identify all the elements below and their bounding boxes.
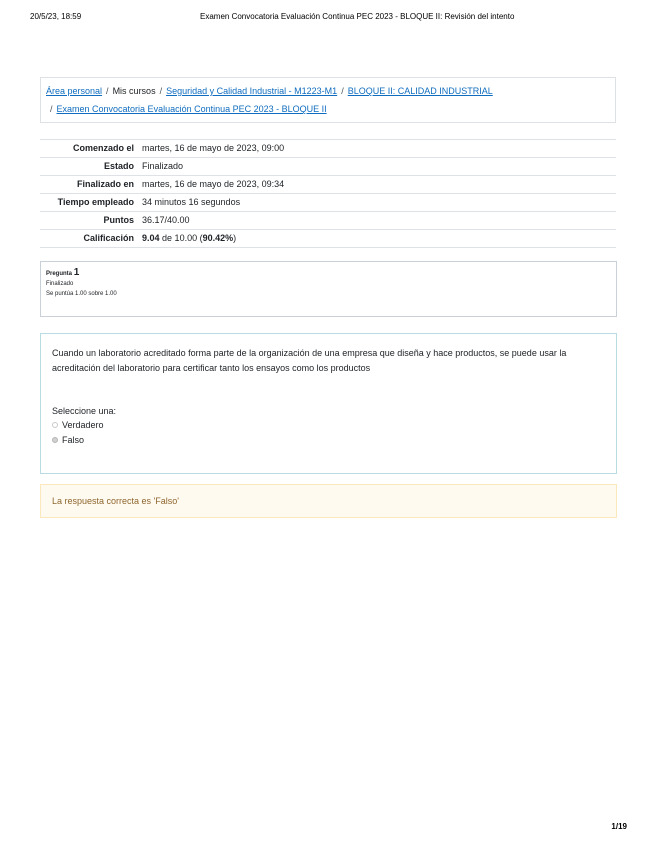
breadcrumb-separator: /	[159, 86, 163, 96]
question-label: Pregunta	[46, 271, 73, 277]
summary-value: 36.17/40.00	[138, 212, 616, 230]
page-number: 1/19	[611, 822, 627, 831]
answer-prompt: Seleccione una:	[52, 406, 117, 416]
grade-score: 9.04	[142, 233, 160, 243]
summary-label: Puntos	[40, 212, 138, 230]
answer-option-verdadero[interactable]	[52, 420, 605, 430]
question-grade: Se puntúa 1.00 sobre 1.00	[46, 291, 117, 297]
print-header	[30, 12, 625, 26]
answer-option-label: Falso	[62, 435, 85, 445]
summary-label: Finalizado en	[40, 176, 138, 194]
attempt-summary-table	[40, 139, 616, 248]
breadcrumb-quiz[interactable]: Examen Convocatoria Evaluación Continua PEC 2023 - BLOQUE II	[56, 104, 327, 114]
table-row	[40, 194, 616, 212]
breadcrumb-separator: /	[341, 86, 344, 96]
print-datetime: 20/5/23, 18:59	[30, 12, 82, 21]
summary-label: Calificación	[40, 230, 138, 248]
summary-value: martes, 16 de mayo de 2023, 09:34	[138, 176, 616, 194]
answer-option-label: Verdadero	[62, 420, 104, 430]
print-title: Examen Convocatoria Evaluación Continua PEC 2023 - BLOQUE II: Revisión del intento	[200, 12, 515, 21]
breadcrumb-area-personal[interactable]: Área personal	[46, 86, 103, 96]
question-text: Cuando un laboratorio acreditado forma parte de la organización de una empresa que diseña y hace productos, se puede usar la acreditación del laboratorio para certificar tanto los ensayos como los productos	[52, 348, 567, 373]
table-row	[40, 212, 616, 230]
table-row	[40, 140, 616, 158]
breadcrumb	[40, 77, 616, 123]
radio-unchecked-icon[interactable]	[52, 422, 58, 428]
answer-option-falso[interactable]	[52, 435, 605, 445]
question-content	[40, 333, 617, 474]
breadcrumb-section[interactable]: BLOQUE II: CALIDAD INDUSTRIAL	[347, 86, 493, 96]
breadcrumb-mis-cursos: Mis cursos	[112, 86, 156, 96]
summary-value: 34 minutos 16 segundos	[138, 194, 616, 212]
question-info	[40, 261, 617, 317]
radio-checked-icon[interactable]	[52, 437, 58, 443]
correct-answer-feedback: La respuesta correcta es 'Falso'	[40, 484, 617, 518]
summary-value: martes, 16 de mayo de 2023, 09:00	[138, 140, 616, 158]
table-row	[40, 158, 616, 176]
breadcrumb-separator: /	[50, 104, 53, 114]
grade-of: de 10.00	[162, 233, 198, 243]
breadcrumb-course[interactable]: Seguridad y Calidad Industrial - M1223-M1	[166, 86, 338, 96]
table-row	[40, 230, 616, 248]
summary-label: Tiempo empleado	[40, 194, 138, 212]
summary-label: Estado	[40, 158, 138, 176]
grade-percent: 90.42%	[202, 233, 234, 243]
table-row	[40, 176, 616, 194]
summary-label: Comenzado el	[40, 140, 138, 158]
grade-value: 9.04 de 10.00 (90.42%)	[138, 230, 616, 248]
question-state: Finalizado	[46, 281, 74, 287]
summary-value: Finalizado	[138, 158, 616, 176]
question-number: 1	[73, 267, 80, 278]
breadcrumb-separator: /	[106, 86, 109, 96]
